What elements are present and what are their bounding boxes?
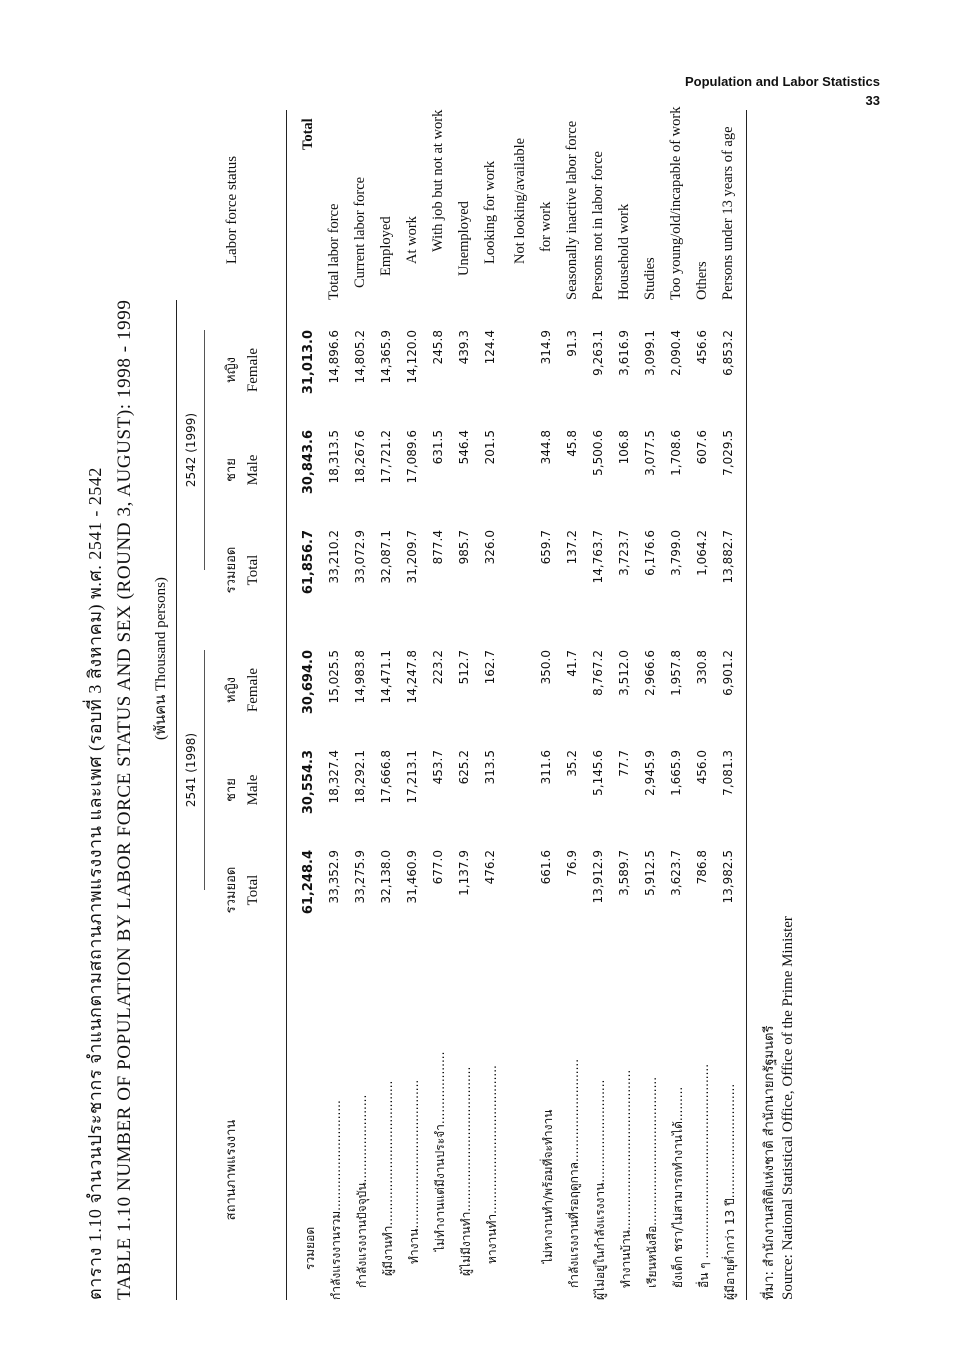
row-label-thai: กำลังแรงงานปัจจุบัน.......................: [355, 1094, 369, 1288]
cell-value: 45.8: [565, 430, 579, 457]
col-female-1998: หญิง Female: [224, 667, 261, 713]
cell-value: 350.0: [539, 650, 553, 685]
row-label-thai: ไม่ทำงานแต่มีงานประจำ...................: [433, 1051, 447, 1252]
cell-value: 1,137.9: [457, 850, 471, 896]
row-label-thai: ผู้มีอายุต่ำกว่า 13 ปี..............................: [723, 1083, 737, 1300]
table-top-rule: [176, 300, 177, 1300]
cell-value: 3,723.7: [617, 530, 631, 576]
table-title-english: TABLE 1.10 NUMBER OF POPULATION BY LABOR FORCE STATUS AND SEX (ROUND 3, AUGUST): 1998 - 1999: [114, 299, 135, 1300]
row-label-english: Studies: [642, 257, 658, 300]
source-thai: ที่มา: สำนักงานสถิติแห่งชาติ สำนักนายกรัฐมนตรี: [762, 1025, 777, 1300]
cell-value: 344.8: [539, 430, 553, 465]
year-1998-header: 2541 (1998): [184, 732, 198, 808]
row-label-english: Current labor force: [352, 176, 368, 288]
cell-value: 661.6: [539, 850, 553, 885]
cell-value: 31,013.0: [301, 330, 316, 395]
page-number: 33: [865, 93, 880, 108]
cell-value: 6,853.2: [721, 330, 735, 376]
cell-value: 326.0: [483, 530, 497, 565]
row-label-english: Not looking/available: [512, 137, 528, 264]
cell-value: 14,247.8: [405, 650, 419, 704]
row-label-english: Too young/old/incapable of work: [668, 106, 684, 300]
row-label-thai: กำลังแรงงานรวม.............................: [329, 1100, 343, 1300]
table-row: [376, 216, 402, 1300]
row-label-english: Household work: [616, 203, 632, 300]
cell-value: 33,072.9: [353, 530, 367, 584]
rotated-table-page: [80, 106, 800, 1300]
table-bottom-rule: [746, 110, 747, 1300]
cell-value: 18,292.1: [353, 750, 367, 804]
cell-value: 32,138.0: [379, 850, 393, 904]
cell-value: 77.7: [617, 750, 631, 777]
cell-value: 512.7: [457, 650, 471, 685]
cell-value: 3,799.0: [669, 530, 683, 576]
cell-value: 61,248.4: [301, 850, 316, 915]
row-label-english: Others: [694, 261, 710, 300]
col-male-1999: ชาย Male: [224, 454, 261, 486]
table-units: (พันคน Thousand persons): [153, 577, 169, 740]
row-label-english: Looking for work: [482, 160, 498, 264]
cell-value: 877.4: [431, 530, 445, 565]
cell-value: 223.2: [431, 650, 445, 685]
cell-value: 31,460.9: [405, 850, 419, 904]
status-header-english: Labor force status: [224, 155, 240, 265]
cell-value: 17,089.6: [405, 430, 419, 484]
cell-value: 17,213.1: [405, 750, 419, 804]
section-title: Population and Labor Statistics: [684, 74, 880, 89]
cell-value: 106.8: [617, 430, 631, 465]
cell-value: 3,512.0: [617, 650, 631, 696]
table-row: [718, 126, 744, 1300]
cell-value: 2,945.9: [643, 750, 657, 796]
cell-value: 61,856.7: [301, 530, 316, 595]
header-bottom-rule: [286, 110, 287, 1300]
cell-value: 985.7: [457, 530, 471, 565]
row-label-thai: ผู้ไม่มีงานทำ......................................: [459, 1066, 473, 1276]
cell-value: 659.7: [539, 530, 553, 565]
table-row: [614, 203, 640, 1300]
row-label-english: Employed: [378, 216, 394, 276]
cell-value: 162.7: [483, 650, 497, 685]
cell-value: 546.4: [457, 430, 471, 465]
table-row: [588, 151, 614, 1300]
cell-value: 124.4: [483, 330, 497, 365]
status-header-thai: สถานภาพแรงงาน: [224, 1119, 239, 1221]
row-label-thai: อื่น ๆ ...................................................: [697, 1063, 711, 1288]
cell-value: 7,081.3: [721, 750, 735, 796]
cell-value: 786.8: [695, 850, 709, 885]
table-row: [666, 106, 692, 1300]
table-row: [480, 160, 506, 1300]
cell-value: 330.8: [695, 650, 709, 685]
col-male-1998: ชาย Male: [224, 774, 261, 806]
cell-value: 31,209.7: [405, 530, 419, 584]
row-label-thai: ทำงานบ้าน..........................................: [619, 1069, 633, 1288]
row-label-english: Total labor force: [326, 203, 342, 300]
cell-value: 3,616.9: [617, 330, 631, 376]
row-label-thai: รวมยอด: [303, 1226, 317, 1270]
cell-value: 6,901.2: [721, 650, 735, 696]
cell-value: 76.9: [565, 850, 579, 877]
row-label-english: With job but not at work: [430, 109, 446, 252]
cell-value: 2,090.4: [669, 330, 683, 376]
row-label-thai: กำลังแรงงานที่รอฤดูกาล...........................: [567, 1058, 581, 1288]
table-row: [402, 216, 428, 1300]
cell-value: 3,077.5: [643, 430, 657, 476]
row-label-thai: เรียนหนังสือ.......................................: [645, 1076, 659, 1288]
cell-value: 30,694.0: [301, 650, 316, 715]
col-total-1999: รวมยอด Total: [224, 546, 261, 594]
table-title-thai: ตาราง 1.10 จำนวนประชากร จำแนกตามสถานภาพแรงงาน และเพศ (รอบที่ 3 สิงหาคม) พ.ศ. 2541 - 2542: [85, 467, 105, 1300]
cell-value: 17,721.2: [379, 430, 393, 484]
cell-value: 14,120.0: [405, 330, 419, 384]
row-label-english: Seasonally inactive labor force: [564, 120, 580, 300]
cell-value: 8,767.2: [591, 650, 605, 696]
row-label-thai: ผู้ไม่อยู่ในกำลังแรงงาน...........................: [593, 1079, 607, 1300]
year-1999-header: 2542 (1999): [184, 412, 198, 488]
cell-value: 1,064.2: [695, 530, 709, 576]
table-row: [324, 203, 350, 1300]
cell-value: 625.2: [457, 750, 471, 785]
year-1998-rule: [204, 650, 205, 890]
cell-value: 18,267.6: [353, 430, 367, 484]
year-1999-rule: [204, 330, 205, 570]
cell-value: 17,666.8: [379, 750, 393, 804]
cell-value: 677.0: [431, 850, 445, 885]
cell-value: 314.9: [539, 330, 553, 365]
cell-value: 5,145.6: [591, 750, 605, 796]
col-female-1999: หญิง Female: [224, 347, 261, 393]
table-row: [562, 120, 588, 1300]
cell-value: 30,843.6: [301, 430, 316, 495]
cell-value: 14,983.8: [353, 650, 367, 704]
cell-value: 14,763.7: [591, 530, 605, 584]
table-row: [536, 201, 562, 1300]
cell-value: 201.5: [483, 430, 497, 465]
cell-value: 14,805.2: [353, 330, 367, 384]
cell-value: 311.6: [539, 750, 553, 785]
cell-value: 439.3: [457, 330, 471, 365]
cell-value: 32,087.1: [379, 530, 393, 584]
cell-value: 456.0: [695, 750, 709, 785]
cell-value: 9,263.1: [591, 330, 605, 376]
cell-value: 1,708.6: [669, 430, 683, 476]
col-total-1998: รวมยอด Total: [224, 866, 261, 914]
cell-value: 1,957.8: [669, 650, 683, 696]
cell-value: 14,365.9: [379, 330, 393, 384]
cell-value: 313.5: [483, 750, 497, 785]
row-label-english: Unemployed: [456, 201, 472, 276]
cell-value: 245.8: [431, 330, 445, 365]
row-label-thai: หางานทำ.......................................: [485, 1065, 499, 1264]
table-row: [350, 176, 376, 1300]
row-label-english: Total: [300, 118, 316, 150]
cell-value: 5,912.5: [643, 850, 657, 896]
row-label-thai: ทำงาน.......................................: [407, 1079, 421, 1264]
source-english: Source: National Statistical Office, Office of the Prime Minister: [780, 916, 796, 1300]
cell-value: 13,982.5: [721, 850, 735, 904]
cell-value: 13,882.7: [721, 530, 735, 584]
cell-value: 33,352.9: [327, 850, 341, 904]
cell-value: 5,500.6: [591, 430, 605, 476]
row-label-english: for work: [538, 201, 554, 252]
cell-value: 7,029.5: [721, 430, 735, 476]
table-row: [510, 137, 536, 1300]
row-label-thai: ไม่หางานทำ/พร้อมที่จะทำงาน: [541, 1109, 555, 1264]
cell-value: 91.3: [565, 330, 579, 357]
table-row: [692, 261, 718, 1300]
cell-value: 33,275.9: [353, 850, 367, 904]
table-row: [640, 257, 666, 1300]
cell-value: 607.6: [695, 430, 709, 465]
cell-value: 15,025.5: [327, 650, 341, 704]
cell-value: 1,665.9: [669, 750, 683, 796]
table-row: [454, 201, 480, 1300]
cell-value: 631.5: [431, 430, 445, 465]
row-label-english: Persons under 13 years of age: [720, 126, 736, 300]
cell-value: 13,912.9: [591, 850, 605, 904]
cell-value: 35.2: [565, 750, 579, 777]
row-label-thai: ผู้มีงานทำ......................................: [381, 1080, 395, 1276]
row-label-thai: ยังเด็ก ชรา/ไม่สามารถทำงานได้.........: [671, 1086, 685, 1288]
cell-value: 3,623.7: [669, 850, 683, 896]
cell-value: 2,966.6: [643, 650, 657, 696]
cell-value: 14,471.1: [379, 650, 393, 704]
cell-value: 453.7: [431, 750, 445, 785]
cell-value: 137.2: [565, 530, 579, 565]
row-label-english: Persons not in labor force: [590, 151, 606, 300]
cell-value: 456.6: [695, 330, 709, 365]
cell-value: 33,210.2: [327, 530, 341, 584]
cell-value: 476.2: [483, 850, 497, 885]
cell-value: 41.7: [565, 650, 579, 677]
cell-value: 14,896.6: [327, 330, 341, 384]
cell-value: 30,554.3: [301, 750, 316, 815]
cell-value: 3,099.1: [643, 330, 657, 376]
row-label-english: At work: [404, 216, 420, 264]
cell-value: 18,327.4: [327, 750, 341, 804]
page-header: [685, 72, 880, 110]
cell-value: 18,313.5: [327, 430, 341, 484]
cell-value: 3,589.7: [617, 850, 631, 896]
table-row: [298, 118, 324, 1300]
table-row: [428, 109, 454, 1300]
cell-value: 6,176.6: [643, 530, 657, 576]
